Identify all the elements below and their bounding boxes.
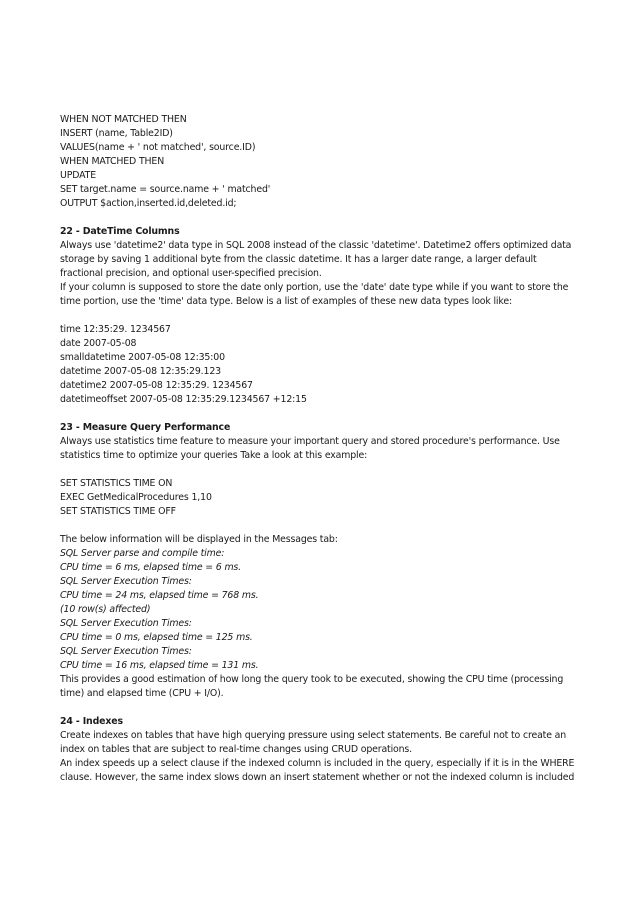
merge-code-block (60, 113, 580, 211)
message-line: CPU time = 0 ms, elapsed time = 125 ms. (60, 632, 253, 643)
spacer (60, 701, 580, 715)
spacer (60, 309, 580, 323)
paragraph (60, 435, 580, 463)
example-line: smalldatetime 2007-05-08 12:35:00 (60, 352, 225, 363)
example-line: datetime 2007-05-08 12:35:29.123 (60, 366, 221, 377)
datatype-examples (60, 323, 580, 407)
code-line: SET STATISTICS TIME ON (60, 478, 173, 489)
text-line: time portion, use the 'time' data type. Below is a list of examples of these new data types look like: (60, 296, 512, 307)
code-line: UPDATE (60, 170, 97, 181)
paragraph (60, 673, 580, 701)
code-line: WHEN MATCHED THEN (60, 156, 165, 167)
spacer (60, 211, 580, 225)
section-heading: 23 - Measure Query Performance (60, 422, 231, 433)
code-line: WHEN NOT MATCHED THEN (60, 114, 187, 125)
section-heading: 22 - DateTime Columns (60, 226, 180, 237)
code-line: INSERT (name, Table2ID) (60, 128, 173, 139)
message-line: SQL Server Execution Times: (60, 646, 192, 657)
text-line: Create indexes on tables that have high querying pressure using select statements. Be careful not to create an (60, 730, 567, 741)
spacer (60, 519, 580, 533)
text-line: storage by saving 1 additional byte from the classic datetime. It has a larger date range, a larger default (60, 254, 537, 265)
example-line: datetime2 2007-05-08 12:35:29. 1234567 (60, 380, 253, 391)
message-line: CPU time = 24 ms, elapsed time = 768 ms. (60, 590, 259, 601)
text-line: index on tables that are subject to real-time changes using CRUD operations. (60, 744, 412, 755)
code-line: SET STATISTICS TIME OFF (60, 506, 176, 517)
code-line: SET target.name = source.name + ' matched' (60, 184, 271, 195)
code-line: OUTPUT $action,inserted.id,deleted.id; (60, 198, 237, 209)
paragraph (60, 281, 580, 309)
paragraph (60, 239, 580, 281)
text-line: Always use 'datetime2' data type in SQL 2008 instead of the classic 'datetime'. Datetime2 offers optimized data (60, 240, 572, 251)
text-line: If your column is supposed to store the date only portion, use the 'date' date type while if you want to store the (60, 282, 569, 293)
messages-output (60, 547, 580, 673)
text-line: statistics time to optimize your queries Take a look at this example: (60, 450, 368, 461)
text-line: fractional precision, and optional user-specified precision. (60, 268, 322, 279)
example-line: datetimeoffset 2007-05-08 12:35:29.1234567 +12:15 (60, 394, 307, 405)
message-line: (10 row(s) affected) (60, 604, 151, 615)
text-line: This provides a good estimation of how long the query took to be executed, showing the CPU time (processing (60, 674, 564, 685)
paragraph (60, 757, 580, 785)
message-line: SQL Server parse and compile time: (60, 548, 225, 559)
messages-intro: The below information will be displayed in the Messages tab: (60, 534, 338, 545)
section-heading: 24 - Indexes (60, 716, 123, 727)
statistics-code-block (60, 477, 580, 519)
document-page (60, 113, 580, 785)
message-line: CPU time = 16 ms, elapsed time = 131 ms. (60, 660, 259, 671)
code-line: VALUES(name + ' not matched', source.ID) (60, 142, 256, 153)
text-line: clause. However, the same index slows down an insert statement whether or not the indexed column is included (60, 772, 575, 783)
spacer (60, 463, 580, 477)
example-line: date 2007-05-08 (60, 338, 137, 349)
paragraph (60, 729, 580, 757)
section-22 (60, 225, 580, 407)
code-line: EXEC GetMedicalProcedures 1,10 (60, 492, 212, 503)
text-line: time) and elapsed time (CPU + I/O). (60, 688, 224, 699)
example-line: time 12:35:29. 1234567 (60, 324, 171, 335)
section-24 (60, 715, 580, 785)
message-line: CPU time = 6 ms, elapsed time = 6 ms. (60, 562, 241, 573)
message-line: SQL Server Execution Times: (60, 576, 192, 587)
text-line: Always use statistics time feature to measure your important query and stored procedure's performance. Use (60, 436, 560, 447)
section-23 (60, 421, 580, 701)
message-line: SQL Server Execution Times: (60, 618, 192, 629)
text-line: An index speeds up a select clause if the indexed column is included in the query, especially if it is in the WHERE (60, 758, 575, 769)
spacer (60, 407, 580, 421)
